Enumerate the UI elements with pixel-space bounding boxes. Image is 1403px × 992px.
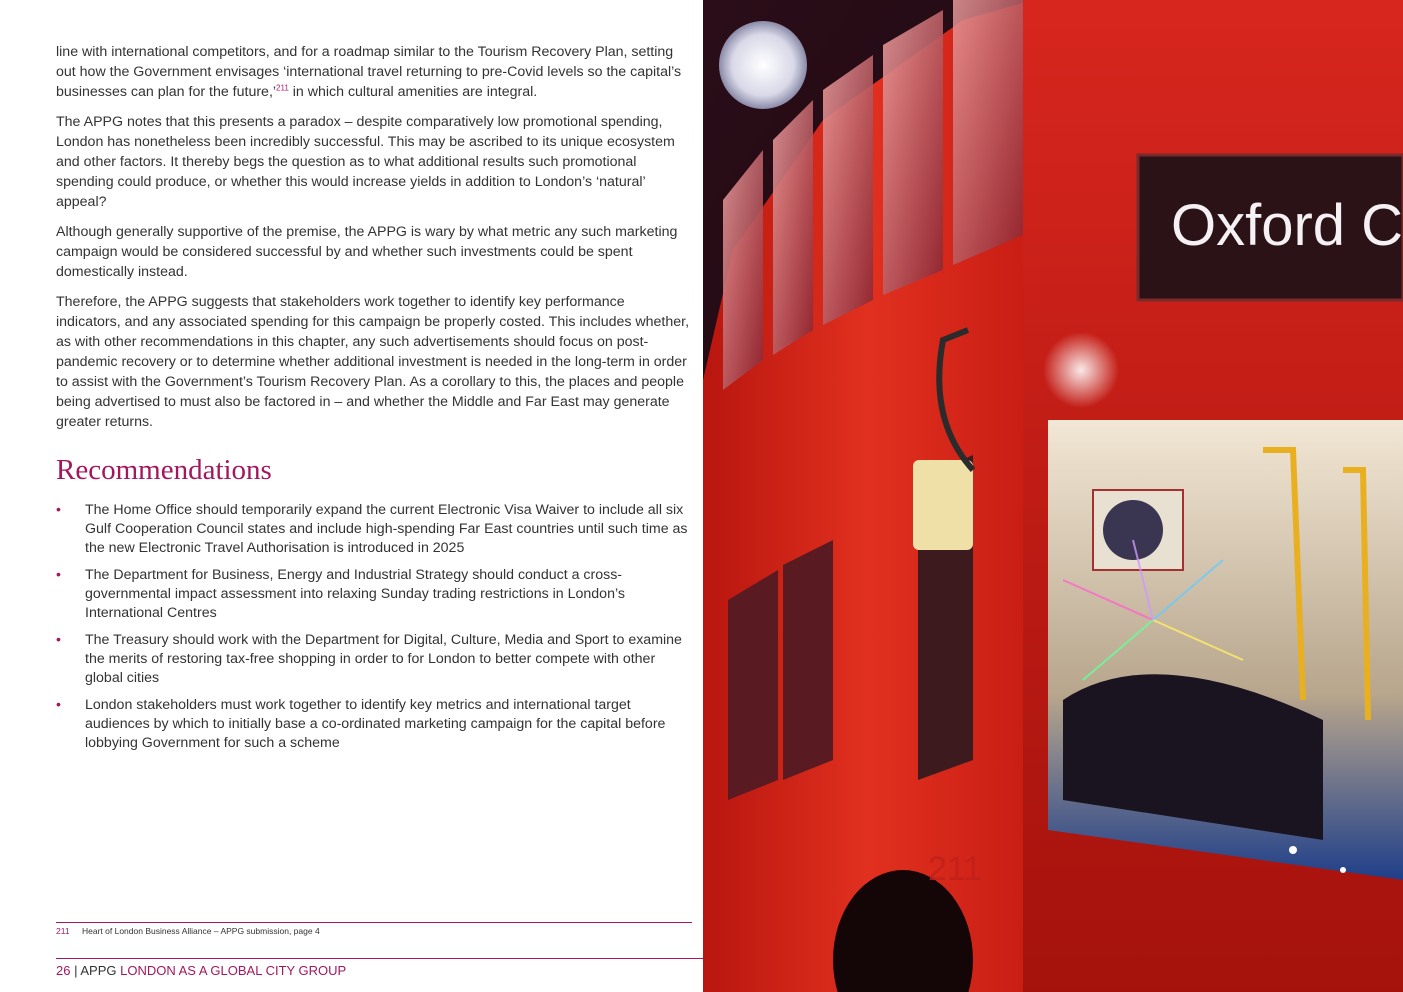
bullet-icon: • [56,502,61,518]
recommendation-text: London stakeholders must work together to identify key metrics and international target audiences by which to initially base a co-ordinated marketing campaign for the capital before lobbying Government for such a scheme [85,697,666,751]
bullet-icon: • [56,697,61,713]
recommendation-text: The Home Office should temporarily expand the current Electronic Visa Waiver to include all six Gulf Cooperation Council states and include high-spending Far East countries until such time as the new Electronic Travel Authorisation is introduced in 2025 [85,502,688,556]
list-item [56,696,692,753]
paragraph-4: Therefore, the APPG suggests that stakeholders work together to identify key performance indicators, and any associated spending for this campaign be properly costed. This includes whether, as with other recommendations in this chapter, any such advertisements should focus on post-pandemic recovery or to determine whether additional investment is needed in the long-term in order to assist with the Government’s Tourism Recovery Plan. As a corollary to this, the places and people being advertised to must also be factored in – and whether the Middle and Far East may generate greater returns. [56,294,690,430]
footer-separator: | [70,963,81,978]
paragraph-2: The APPG notes that this presents a paradox – despite comparatively low promotional spending, London has nonetheless been incredibly successful. This may be ascribed to its unique ecosystem and other factors. It thereby begs the question as to what additional results such promotional spending could produce, or whether this would increase yields in addition to London’s ‘natural’ appeal? [56,114,675,210]
page-footer [56,963,346,978]
footnote-divider [56,922,692,923]
footer-group-name: LONDON AS A GLOBAL CITY GROUP [116,963,347,978]
destination-sign-text: Oxford C [1171,193,1403,258]
recommendation-text: The Department for Business, Energy and Industrial Strategy should conduct a cross-governmental impact assessment into relaxing Sunday trading restrictions in London’s International Centres [85,567,625,621]
bullet-icon: • [56,632,61,648]
footnote [56,926,320,936]
recommendations-list [56,501,692,761]
christmas-light-ball [719,21,807,109]
bullet-icon: • [56,567,61,583]
footnote-number: 211 [56,926,70,936]
paragraph-1 [56,42,692,102]
footer-appg: APPG [80,963,117,978]
paragraph-3: Although generally supportive of the premise, the APPG is wary by what metric any such marketing campaign would be considered successful by and whether such investments could be spent domestically instead. [56,224,678,280]
route-number: 211 [928,850,983,888]
footnote-text: Heart of London Business Alliance – APPG submission, page 4 [82,926,320,936]
recommendations-heading: Recommendations [56,454,272,486]
paragraph-1-text: line with international competitors, and for a roadmap similar to the Tourism Recovery Plan, setting out how the Government envisages ‘international travel returning to pre-Covid levels so the capital’s businesses can plan for the future,’ [56,44,682,100]
bus-photo [703,0,1403,992]
body-text [56,42,692,442]
page-number: 26 [56,963,71,978]
recommendation-text: The Treasury should work with the Department for Digital, Culture, Media and Sport to examine the merits of restoring tax-free shopping in order to for London to better compete with other global cities [85,632,682,686]
list-item [56,501,692,558]
list-item [56,631,692,688]
list-item [56,566,692,623]
paragraph-1-end: in which cultural amenities are integral. [288,84,538,100]
footnote-reference[interactable]: 211 [276,83,289,93]
